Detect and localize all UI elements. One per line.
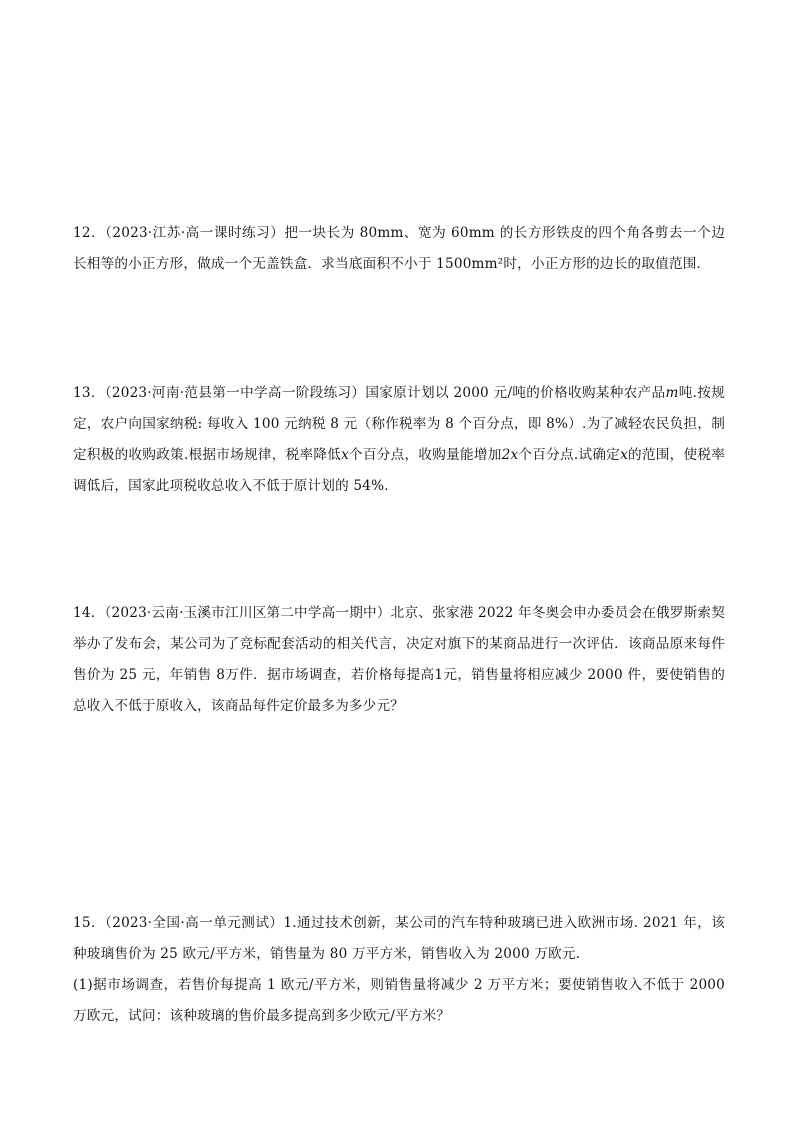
problem-15 (73, 908, 725, 1032)
math-variable: x (341, 447, 349, 463)
number-separator: ． (90, 605, 105, 621)
problem-text: 的范围，使税率调低后，国家此项税收总收入不低于原计划的 54%. (73, 447, 726, 494)
math-variable: 2x (501, 447, 519, 463)
problem-15-subquestion-1: (1)据市场调查，若售价每提高 1 欧元/平方米，则销售量将减少 2 万平方米；要使销售收入不低于 2000 万欧元，试问：该种玻璃的售价最多提高到多少欧元/平方米？ (73, 977, 725, 1024)
problem-source: （2023·河南·范县第一中学高一阶段练习） (104, 385, 366, 401)
number-separator: ． (90, 385, 105, 401)
problem-text: 把一块长为 80mm、宽为 60mm 的长方形铁皮的四个角各剪去一个边长相等的小正方形，做成一个无盖铁盒．求当底面积不小于 1500mm²时，小正方形的边长的取值范围． (73, 225, 725, 272)
number-separator: ． (90, 225, 106, 241)
problem-14-body (73, 598, 725, 722)
problem-text: 个百分点，收购量能增加 (348, 447, 502, 463)
problem-number: 14 (73, 605, 91, 621)
problem-14 (73, 598, 725, 722)
problem-number: 12 (73, 225, 91, 241)
problem-number: 15 (73, 915, 91, 931)
math-variable: m (665, 385, 679, 401)
problem-source: （2023·云南·玉溪市江川区第二中学高一期中） (104, 605, 391, 621)
math-variable: x (620, 447, 628, 463)
number-separator: ． (90, 915, 105, 931)
problem-text: 国家原计划以 2000 元/吨的价格收购某种农产品 (365, 385, 666, 401)
problem-text: 个百分点.试确定 (518, 447, 621, 463)
problem-13-body (73, 378, 725, 502)
problem-13 (73, 378, 725, 502)
problem-text: 1.通过技术创新，某公司的汽车特种玻璃已进入欧洲市场. 2021 年，该种玻璃售价为 25 欧元/平方米，销售量为 80 万平方米，销售收入为 2000 万欧元. (73, 915, 726, 962)
problem-number: 13 (73, 385, 91, 401)
problem-source: （2023·江苏·高一课时练习） (105, 225, 285, 241)
problem-text: 吨.按规定，农户向国家纳税: 每收入 100 元纳税 8 元（称作税率为 8 个百分点，即 8%）.为了减轻农民负担，制定积极的收购政策.根据市场规律，税率降低 (73, 385, 725, 463)
problem-15-body (73, 908, 725, 970)
problem-12-body (73, 218, 725, 280)
problem-source: （2023·全国·高一单元测试） (104, 915, 284, 931)
problem-12 (73, 218, 725, 280)
problem-text: 北京、张家港 2022 年冬奥会申办委员会在俄罗斯索契举办了发布会，某公司为了竞标配套活动的相关代言，决定对旗下的某商品进行一次评估．该商品原来每件售价为 25 元，年销售 8万件．据市场调查，若价格每提高1元，销售量将相应减少 2000 件，要使销售的总收入不低于原收入，该商品每件定价最多为多少元？ (73, 605, 726, 714)
